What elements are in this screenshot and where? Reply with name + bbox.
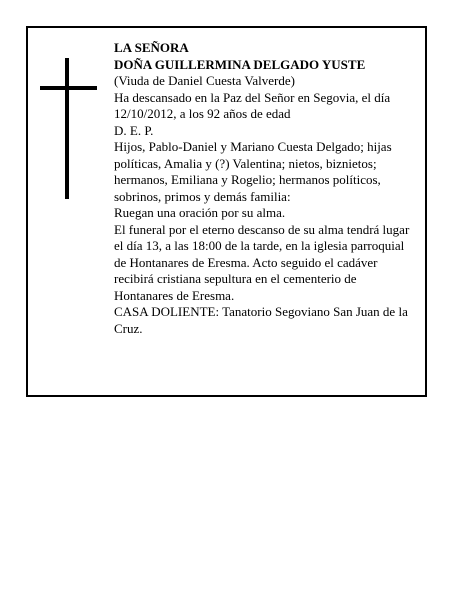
obituary-notice (26, 26, 427, 397)
mourning-house-line: CASA DOLIENTE: Tanatorio Segoviano San Juan de la Cruz. (114, 304, 408, 336)
family-paragraph: Hijos, Pablo-Daniel y Mariano Cuesta Delgado; hijas políticas, Amalia y (?) Valentina; nietos, biznietos; hermanos, Emiliana y Rogelio; hermanos políticos, sobrinos, primos y demás familia: (114, 139, 392, 204)
title-line: LA SEÑORA (114, 40, 189, 55)
cross-horizontal-bar (40, 86, 97, 90)
death-line-1: Ha descansado en la Paz del Señor en Segovia, el día (114, 89, 391, 105)
prayer-line: Ruegan una oración por su alma. (114, 205, 286, 220)
obituary-text (114, 40, 418, 337)
death-line-2: 12/10/2012, a los 92 años de edad (114, 106, 291, 121)
widow-of-line: (Viuda de Daniel Cuesta Valverde) (114, 73, 295, 88)
cross-vertical-bar (65, 58, 69, 199)
funeral-paragraph: El funeral por el eterno descanso de su alma tendrá lugar el día 13, a las 18:00 de la tarde, en la iglesia parroquial de Hontanares de Eresma. Acto seguido el cadáver recibirá cristiana sepultura en el cementerio de Hontanares de Eresma. (114, 221, 410, 303)
deceased-name: DOÑA GUILLERMINA DELGADO YUSTE (114, 56, 366, 72)
dep-line: D. E. P. (114, 122, 154, 138)
